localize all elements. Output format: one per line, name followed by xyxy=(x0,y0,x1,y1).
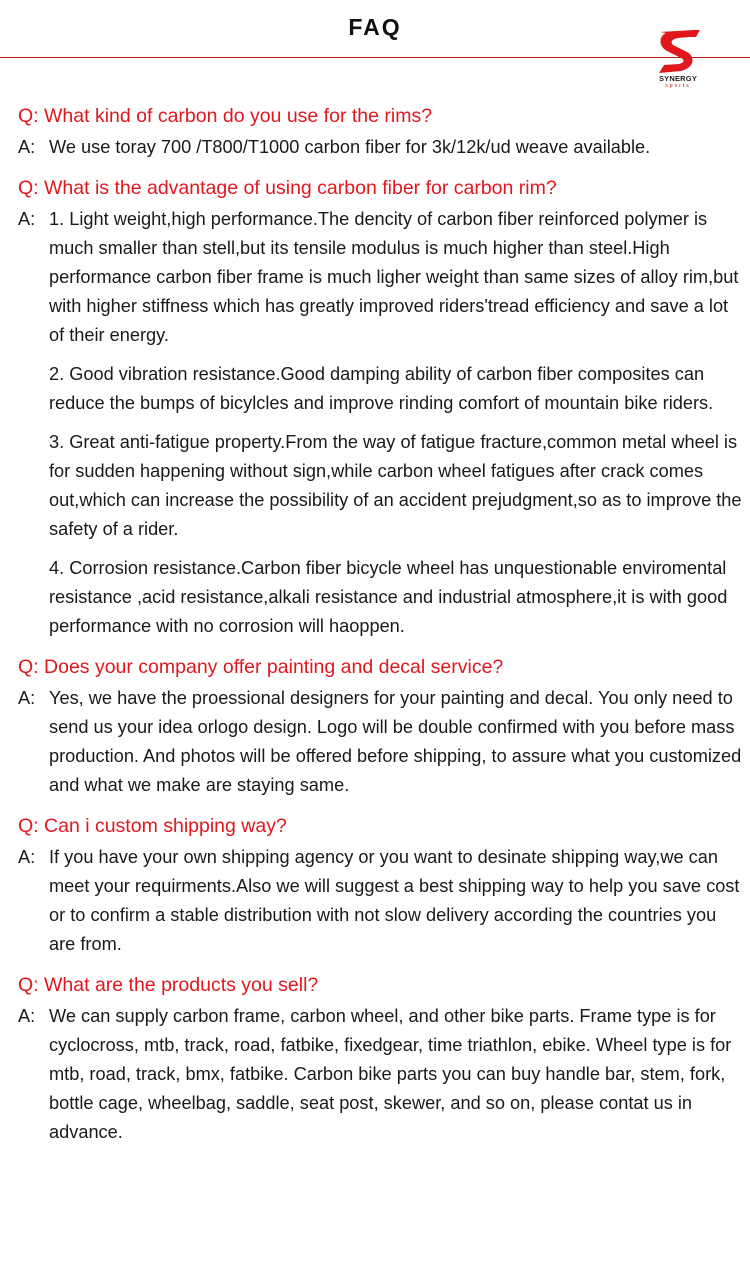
question-prefix: Q: xyxy=(18,177,39,199)
faq-answer xyxy=(18,205,746,641)
faq-item xyxy=(18,812,746,959)
question-prefix: Q: xyxy=(18,815,39,837)
faq-answer xyxy=(18,1002,746,1147)
answer-paragraph: Yes, we have the proessional designers for your painting and decal. You only need to send us your idea orlogo design. Logo will be double confirmed with you before mass production. And photos will be offered before shipping, to assure what you customized and what we make are staying same. xyxy=(49,688,742,795)
question-text: What is the advantage of using carbon fiber for carbon rim? xyxy=(44,177,557,199)
answer-paragraph: We can supply carbon frame, carbon wheel, and other bike parts. Frame type is for cyclocross, mtb, track, road, fatbike, fixedgear, time triathlon, ebike. Wheel type is for mtb, road, track, bmx, fatbike. Carbon bike parts you can buy handle bar, stem, fork, bottle cage, wheelbag, saddle, seat post, skewer, and so on, please contat us in advance. xyxy=(49,1006,732,1142)
faq-question xyxy=(18,653,746,681)
answer-prefix: A: xyxy=(18,137,36,157)
faq-list xyxy=(18,102,746,1159)
question-text: What are the products you sell? xyxy=(44,974,319,996)
question-prefix: Q: xyxy=(18,656,39,678)
faq-answer xyxy=(18,684,746,800)
header-divider xyxy=(0,57,750,58)
faq-question xyxy=(18,174,746,202)
answer-prefix: A: xyxy=(18,1006,36,1026)
synergy-s-logo-icon xyxy=(654,28,702,74)
question-text: Can i custom shipping way? xyxy=(44,815,287,837)
answer-paragraph: If you have your own shipping agency or you want to desinate shipping way,we can meet your requirments.Also we will suggest a best shipping way to help you save cost or to confirm a stable distribution with not slow delivery according the countries you are from. xyxy=(49,847,740,954)
answer-paragraph: We use toray 700 /T800/T1000 carbon fiber for 3k/12k/ud weave available. xyxy=(49,137,651,157)
answer-paragraph: 1. Light weight,high performance.The dencity of carbon fiber reinforced polymer is much smaller than stell,but its tensile modulus is much higher than steel.High performance carbon fiber frame is much ligher weight than same sizes of alloy rim,but with higher stiffness which has greatly improved riders'tread efficiency and save a lot of their energy. xyxy=(49,209,739,345)
faq-answer xyxy=(18,133,746,162)
faq-item xyxy=(18,102,746,162)
page-header xyxy=(0,0,750,100)
question-prefix: Q: xyxy=(18,974,39,996)
question-text: What kind of carbon do you use for the rims? xyxy=(44,105,433,127)
faq-question xyxy=(18,812,746,840)
faq-item xyxy=(18,174,746,641)
question-prefix: Q: xyxy=(18,105,39,127)
faq-question xyxy=(18,971,746,999)
page-title: FAQ xyxy=(348,14,402,40)
answer-prefix: A: xyxy=(18,209,36,229)
answer-paragraph: 3. Great anti-fatigue property.From the way of fatigue fracture,common metal wheel is for sudden happening without sign,while carbon wheel fatigues after crack comes out,which can increase the possibility of an accident prejudgment,so as to improve the safety of a rider. xyxy=(49,432,742,539)
answer-prefix: A: xyxy=(18,847,36,867)
logo-sub-text: sports xyxy=(665,83,691,89)
answer-paragraph: 2. Good vibration resistance.Good damping ability of carbon fiber composites can reduce the bumps of bicylcles and improve rinding comfort of mountain bike riders. xyxy=(49,364,714,413)
logo-brand-text: SYNERGY xyxy=(658,74,698,83)
faq-item xyxy=(18,653,746,800)
faq-item xyxy=(18,971,746,1147)
faq-question xyxy=(18,102,746,130)
answer-paragraph: 4. Corrosion resistance.Carbon fiber bicycle wheel has unquestionable enviromental resistance ,acid resistance,alkali resistance and industrial atmosphere,it is with good performance with no corrosion will haoppen. xyxy=(49,558,728,636)
brand-logo xyxy=(654,28,702,92)
faq-answer xyxy=(18,843,746,959)
question-text: Does your company offer painting and decal service? xyxy=(44,656,504,678)
answer-prefix: A: xyxy=(18,688,36,708)
